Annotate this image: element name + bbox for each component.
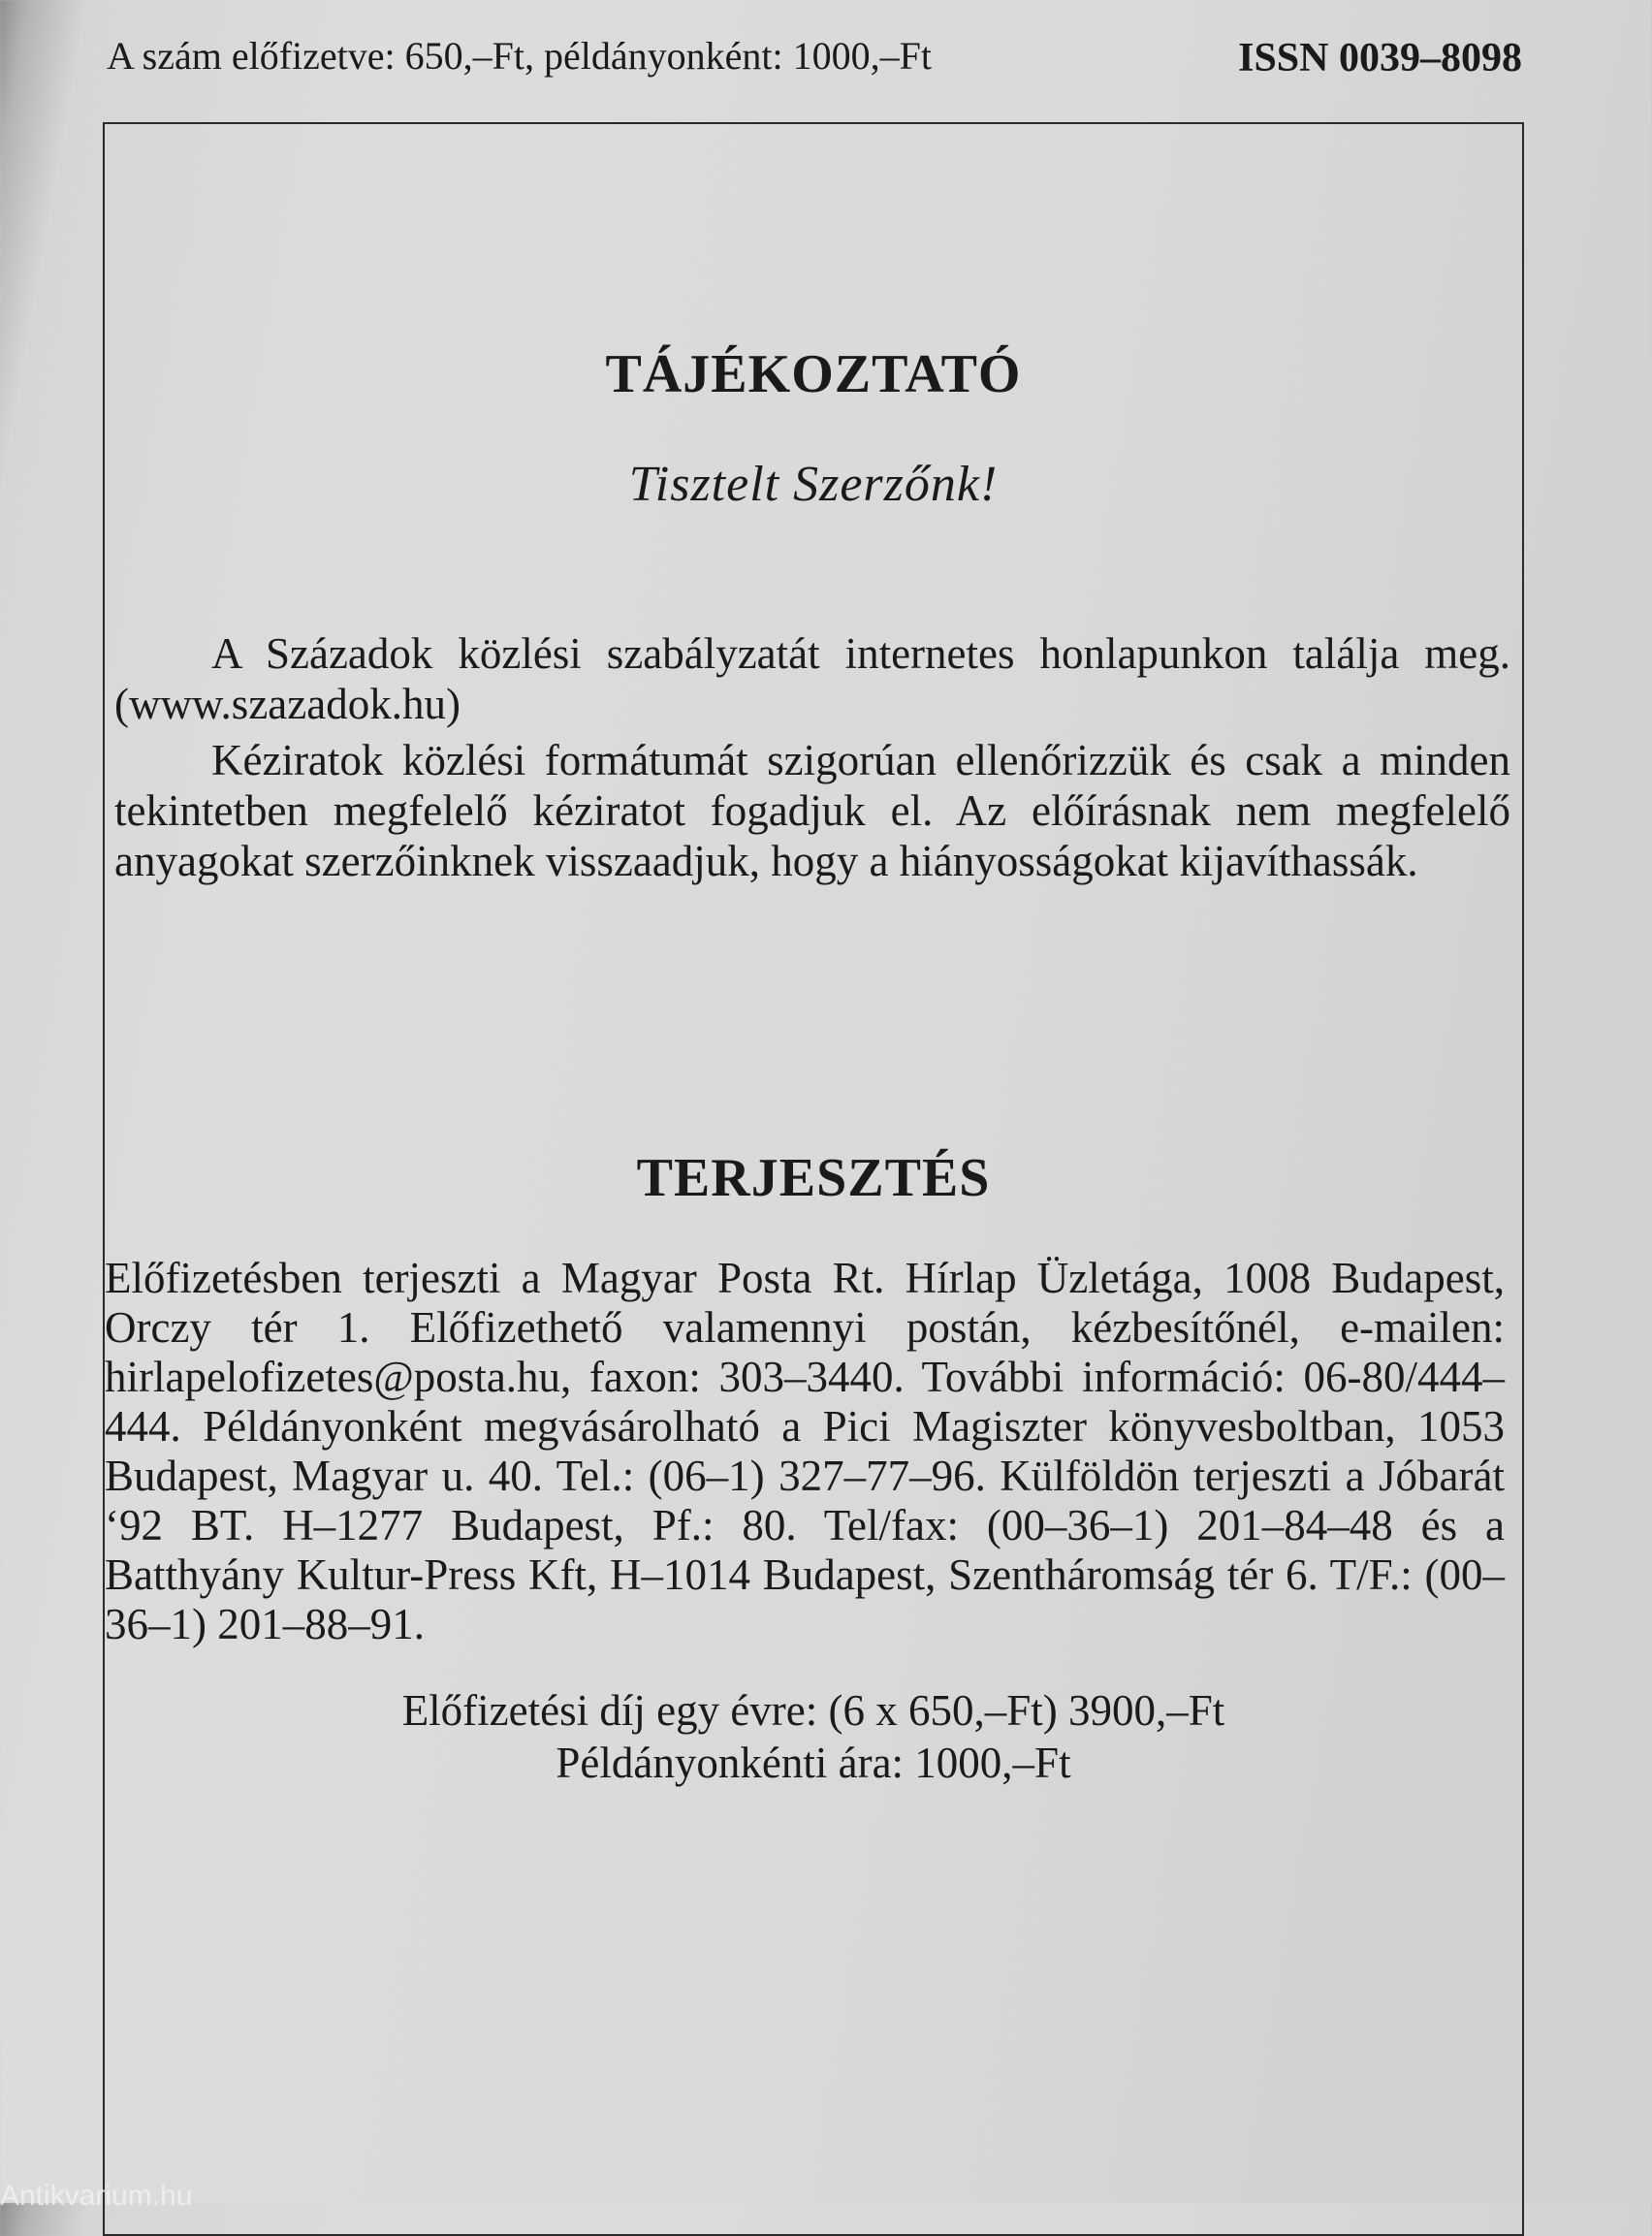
content-frame <box>103 122 1524 2236</box>
info-paragraph-2: Kéziratok közlési formátumát szigorúan ellenőrizzük és csak a minden tekintetben megfelelő kéziratot fogadjuk el. Az előírásnak nem megfelelő anyagokat szerzőinknek visszaadjuk, hogy a hiányosságokat kijavíthassák. <box>114 736 1510 885</box>
header-line <box>107 29 1522 87</box>
issn-number: ISSN 0039–8098 <box>1238 36 1522 80</box>
info-heading: TÁJÉKOZTATÓ <box>605 344 1022 404</box>
distribution-heading: TERJESZTÉS <box>636 1148 991 1208</box>
annual-fee-text: Előfizetési díj egy évre: (6 x 650,–Ft) 3900,–Ft <box>401 1686 1225 1735</box>
watermark: Antikvarium.hu <box>0 2180 193 2212</box>
subscription-price-text: A szám előfizetve: 650,–Ft, példányonként: 1000,–Ft <box>107 34 932 78</box>
distribution-body: Előfizetésben terjeszti a Magyar Posta Rt. Hírlap Üzletága, 1008 Budapest, Orczy tér 1. Előfizethető valamennyi postán, kézbesítőnél, e-mailen: hirlapelofizetes@posta.hu, faxon: 303–3440. További információ: 06-80/444–444. Példányonként megvásárolható a Pici Magiszter könyvesboltban, 1053 Budapest, Magyar u. 40. Tel.: (06–1) 327–77–96. Külföldön terjeszti a Jóbarát ‘92 BT. H–1277 Budapest, Pf.: 80. Tel/fax: (00–36–1) 201–84–48 és a Batthyány Kultur-Press Kft, H–1014 Budapest, Szentháromság tér 6. T/F.: (00–36–1) 201–88–91. <box>105 1254 1505 1648</box>
greeting-text: Tisztelt Szerzőnk! <box>628 457 999 512</box>
single-price-text: Példányonkénti ára: 1000,–Ft <box>556 1739 1071 1787</box>
info-paragraph-1: A Századok közlési szabályzatát internetes honlapunkon találja meg. (www.szazadok.hu) <box>114 629 1510 728</box>
